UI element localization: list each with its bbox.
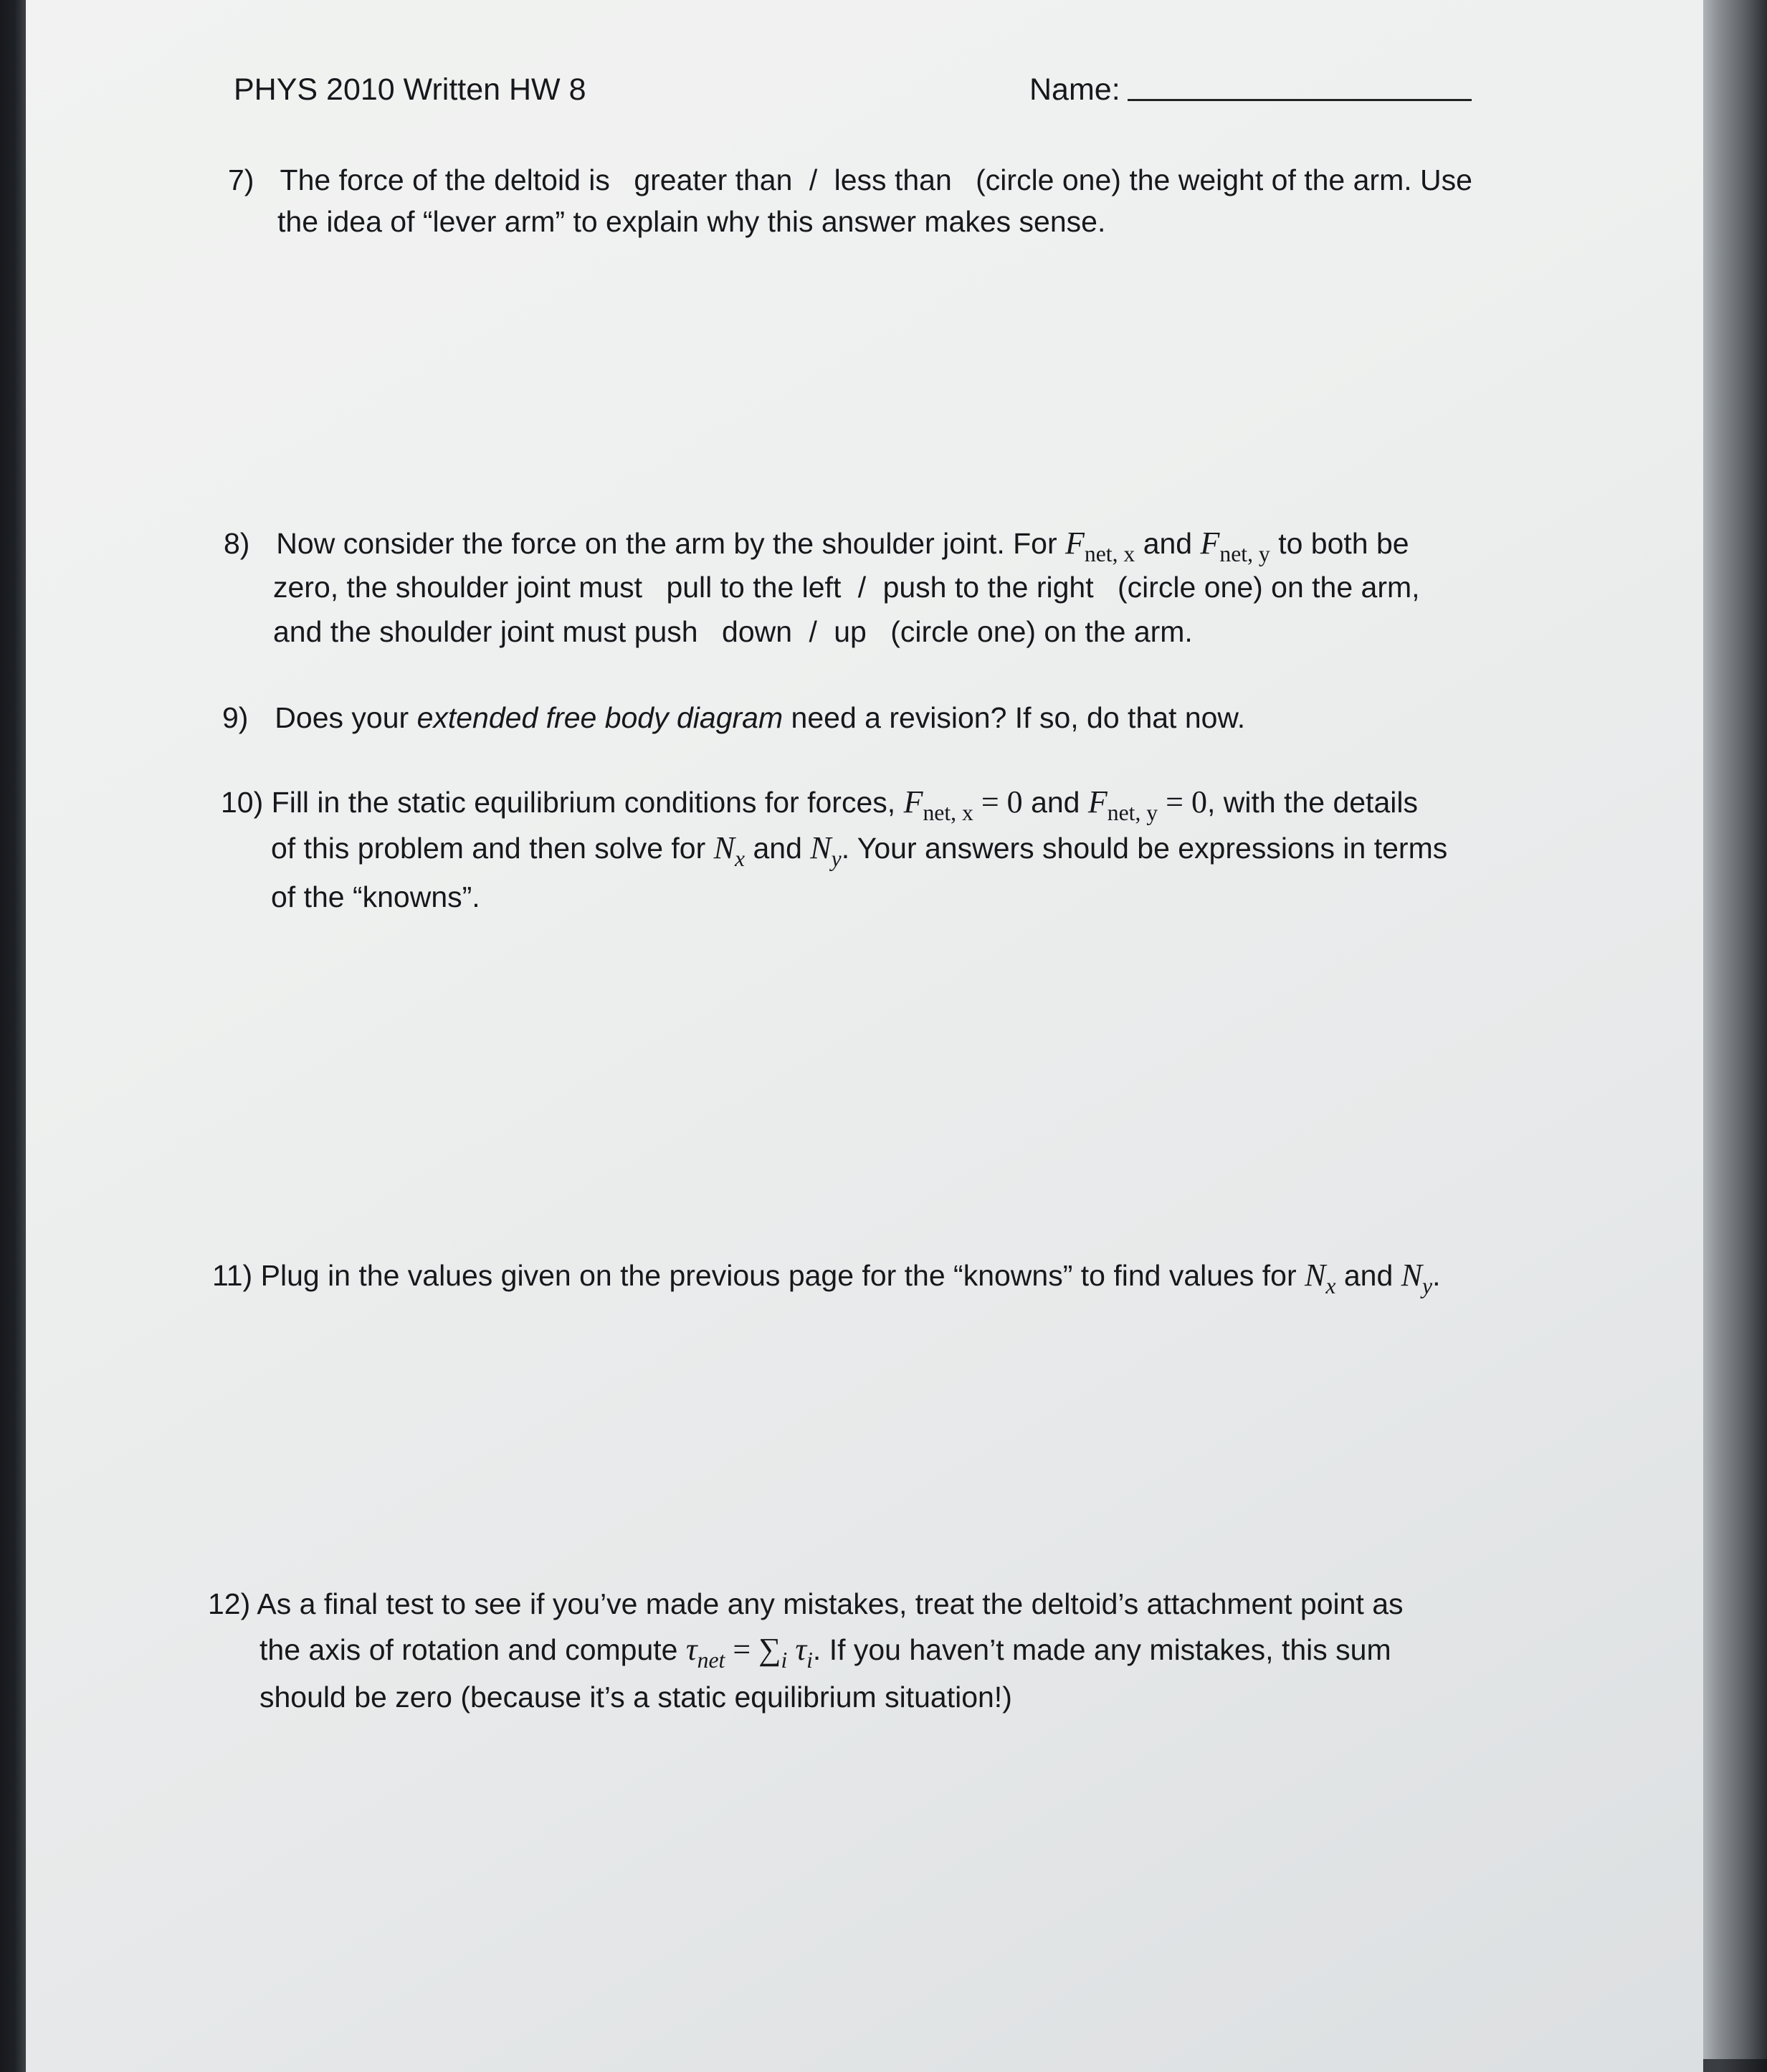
force-net-y: $F_{net, y}$ bbox=[1200, 526, 1270, 567]
option-up: up bbox=[834, 615, 867, 648]
question-text: (circle one) on the arm. bbox=[890, 615, 1193, 648]
worksheet-page bbox=[26, 0, 1703, 2072]
force-net-x: $F_{net, x} = 0$ bbox=[903, 784, 1023, 826]
question-text: Does your bbox=[275, 701, 409, 734]
question-12-line-1 bbox=[208, 1582, 1404, 1626]
question-8-line-2 bbox=[273, 565, 1420, 609]
question-text: Plug in the values given on the previous page for the “knowns” to find values for bbox=[260, 1259, 1297, 1292]
option-pull-left: pull to the left bbox=[666, 571, 842, 604]
question-text: . Your answers should be expressions in terms bbox=[841, 832, 1448, 865]
torque-net-equation: $\tau_{net} = \sum_i$ $\tau_i$ bbox=[685, 1632, 813, 1673]
question-12-line-2 bbox=[259, 1627, 1391, 1672]
option-separator: / bbox=[857, 571, 867, 604]
question-text: . If you haven’t made any mistakes, this sum bbox=[812, 1633, 1391, 1666]
question-11 bbox=[212, 1253, 1441, 1298]
question-9 bbox=[222, 695, 1245, 740]
normal-force-x: $N_x$ bbox=[713, 830, 746, 872]
question-number: 8) bbox=[224, 527, 250, 560]
question-text: and bbox=[1031, 786, 1080, 819]
question-number: 12) bbox=[208, 1587, 251, 1620]
option-down: down bbox=[722, 615, 793, 648]
option-greater-than: greater than bbox=[634, 163, 793, 196]
question-12-line-3: should be zero (because it’s a static equilibrium situation!) bbox=[259, 1681, 1012, 1714]
question-text: zero, the shoulder joint must bbox=[273, 571, 643, 604]
question-number: 10) bbox=[221, 786, 264, 819]
option-separator: / bbox=[809, 615, 817, 648]
question-7-line-2: the idea of “lever arm” to explain why this answer makes sense. bbox=[277, 205, 1106, 238]
question-text: of this problem and then solve for bbox=[271, 832, 706, 865]
question-text: need a revision? If so, do that now. bbox=[791, 701, 1246, 734]
question-text: The force of the deltoid is bbox=[280, 163, 610, 196]
question-text: and bbox=[1143, 527, 1193, 560]
normal-force-y: $N_y$ bbox=[1401, 1258, 1433, 1299]
question-number: 7) bbox=[228, 163, 254, 196]
circle-instruction: (circle one) bbox=[976, 163, 1121, 196]
question-8-line-3 bbox=[273, 609, 1193, 654]
question-text: to both be bbox=[1278, 527, 1409, 560]
name-label: Name: bbox=[1029, 72, 1120, 107]
question-7-line-1 bbox=[228, 158, 1472, 202]
worksheet-title: PHYS 2010 Written HW 8 bbox=[234, 72, 586, 107]
option-separator: / bbox=[809, 163, 818, 196]
name-blank-line bbox=[1128, 76, 1472, 101]
question-number: 11) bbox=[212, 1259, 253, 1292]
question-text: , with the details bbox=[1206, 786, 1418, 819]
question-text: As a final test to see if you’ve made any mistakes, treat the deltoid’s attachment point as bbox=[257, 1587, 1404, 1620]
question-text: and bbox=[753, 832, 802, 865]
normal-force-y: $N_y$ bbox=[810, 830, 842, 872]
question-text: (circle one) on the arm, bbox=[1118, 571, 1420, 604]
question-text: Now consider the force on the arm by the shoulder joint. For bbox=[276, 527, 1057, 560]
question-10-line-3: of the “knowns”. bbox=[271, 880, 480, 913]
normal-force-x: $N_x$ bbox=[1305, 1258, 1336, 1299]
question-10-line-1 bbox=[221, 780, 1418, 824]
name-field bbox=[1029, 67, 1472, 112]
page-edge-shadow bbox=[1703, 0, 1767, 2059]
question-text: the weight of the arm. Use bbox=[1129, 163, 1472, 196]
option-push-right: push to the right bbox=[882, 571, 1094, 604]
question-emphasis: extended free body diagram bbox=[416, 701, 784, 734]
force-net-y: $F_{net, y} = 0$ bbox=[1087, 784, 1207, 826]
question-text: and bbox=[1343, 1259, 1394, 1292]
question-text: . bbox=[1432, 1259, 1441, 1292]
question-number: 9) bbox=[222, 701, 249, 734]
question-10-line-2 bbox=[271, 826, 1447, 870]
force-net-x: $F_{net, x}$ bbox=[1065, 526, 1135, 567]
question-text: and the shoulder joint must push bbox=[273, 615, 698, 648]
option-less-than: less than bbox=[834, 163, 952, 196]
question-8-line-1 bbox=[224, 521, 1409, 566]
question-text: the axis of rotation and compute bbox=[259, 1633, 678, 1666]
question-text: Fill in the static equilibrium conditions for forces, bbox=[271, 786, 896, 819]
